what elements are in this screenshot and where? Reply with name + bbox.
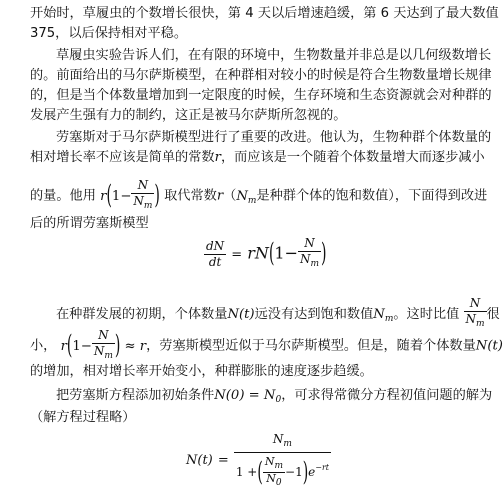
symbol-Nt: N(t) <box>227 307 255 322</box>
symbol-Nt-2: N(t) <box>475 338 503 354</box>
p4-l2-text-b: ，劳塞斯模型近似于马尔萨斯模型。但是，随着个体数量 <box>146 338 476 354</box>
p4-l1-text-a: 在种群发展的初期，个体数量 <box>56 307 228 322</box>
paragraph-1-line-2: 375，以后保持相对平稳。 <box>30 26 188 41</box>
p3-l3-text-d: 是种群个体的饱和数值），下面得到改进 <box>256 188 488 204</box>
p4-l1-text-d: 很 <box>486 307 500 322</box>
p3-l2-text-b: ，而应该是一个随着个体数量增大而逐步减小 <box>220 150 485 165</box>
paragraph-4-line-1 <box>56 296 500 332</box>
ratio-N-over-Nm: $\frac{N}{N_m}$ <box>464 296 487 332</box>
p4-l1-text-c: 。这时比值 <box>393 307 460 322</box>
solution-equation: N(t) = $N_m$ 1 +( $\frac{N_m}{N_0}$ $-1)e^{-rt}$ <box>186 432 330 488</box>
paragraph-1-line-1: 开始时，草履虫的个数增长很快，第 4 天以后增速趋缓，第 6 天达到了最大数值 <box>30 6 499 21</box>
p3-l3-text-b: 取代常数 <box>164 188 217 204</box>
paragraph-4-line-3: 的增加，相对增长率开始变小，种群膨胀的速度逐步趋缓。 <box>30 364 373 379</box>
constant-r: r <box>214 150 221 165</box>
paragraph-2-line-3: 的，但是当个体数量增加到一定限度的时候，生存环境和生态资源就会对种群的 <box>30 88 492 103</box>
p4-l1-text-b: 远没有达到饱和数值 <box>254 307 374 322</box>
approximation-formula: r(1− $\frac{N}{N_m}$ ) ≈ r <box>61 339 147 354</box>
formula-r-factor: r(1− $\frac{N}{N_m}$ ) <box>100 189 160 204</box>
p4-l2-text-a: 小， <box>30 338 57 354</box>
logistic-equation: $\frac{dN}{dt}$ = rN(1− $\frac{N}{N_m}$ ) <box>204 236 327 272</box>
symbol-Nm: $N_m$ <box>236 188 257 206</box>
constant-r-2: r <box>216 188 224 204</box>
symbol-Nm-2: $N_m$ <box>373 307 394 324</box>
p3-l2-text-a: 相对增长率不应该是简单的常数 <box>30 150 215 165</box>
p5-l1-text-b: ，可求得常微分方程初值问题的解为 <box>281 388 493 403</box>
paragraph-2-line-1: 草履虫实验告诉人们，在有限的环境中，生物数量并非总是以几何级数增长 <box>56 48 492 63</box>
paragraph-3-line-4: 后的所谓劳塞斯模型 <box>30 216 149 231</box>
paragraph-3-line-2 <box>30 148 490 168</box>
paragraph-2-line-2: 的。前面给出的马尔萨斯模型，在种群相对较小的时候是符合生物数量增长规律 <box>30 68 492 83</box>
initial-condition: $N(0) = N_0$ <box>214 388 282 405</box>
paragraph-3-line-1: 劳塞斯对于马尔萨斯模型进行了重要的改进。他认为，生物种群个体数量的 <box>56 130 492 145</box>
paragraph-4-line-2 <box>30 328 503 364</box>
paragraph-5-line-1 <box>56 386 493 410</box>
paragraph-5-line-2: （解方程过程略） <box>30 410 136 425</box>
p3-l3-text-a: 的量。他用 <box>30 188 96 204</box>
p5-l1-text-a: 把劳塞斯方程添加初始条件 <box>56 388 215 403</box>
paragraph-3-line-3 <box>30 178 490 214</box>
p3-l3-text-c: （ <box>223 188 237 204</box>
paragraph-2-line-4: 发展产生强有力的制约，这正是被马尔萨斯所忽视的。 <box>30 108 347 123</box>
